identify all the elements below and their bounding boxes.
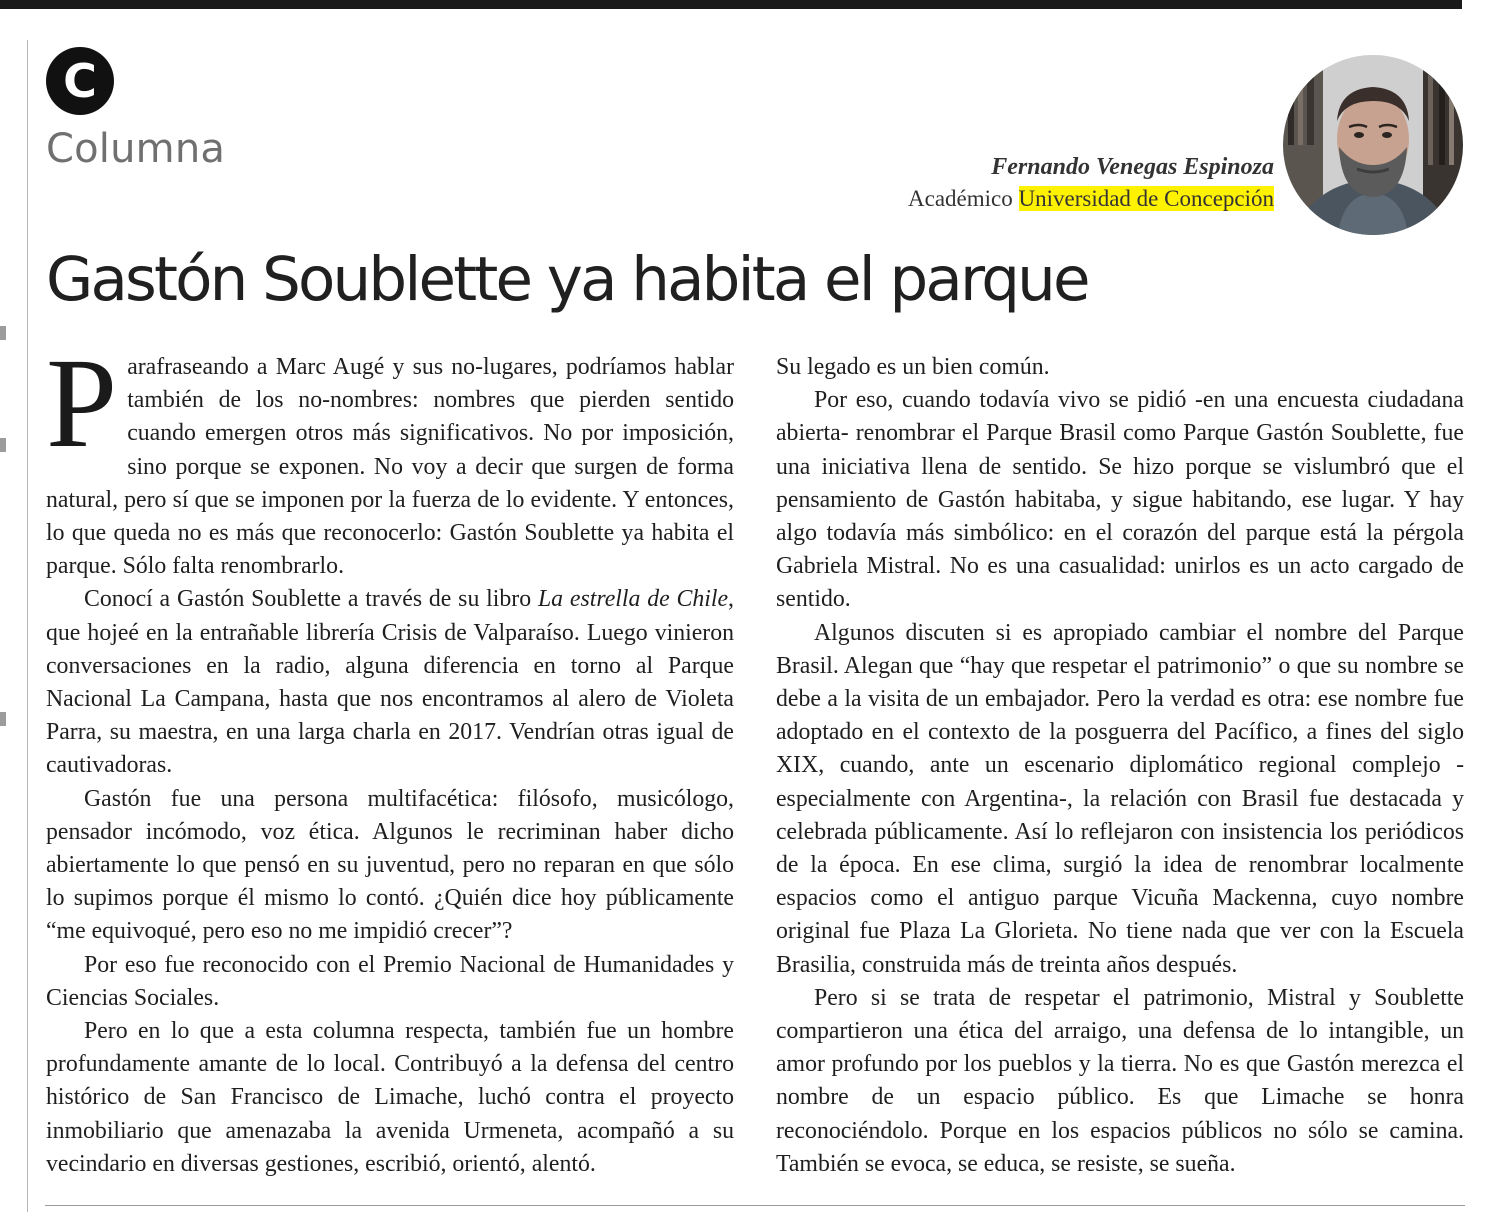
article-column-left — [46, 332, 734, 1181]
article-paragraph: Gastón fue una persona multifacética: filósofo, musicólogo, pensador incómodo, voz ética. Algunos le recriminan haber dicho abiertamente lo que pensó en su juventud, pero no reparan en que sólo lo supimos porque él mismo lo contó. ¿Quién dice hoy públicamente “me equivoqué, pero eso no me impidió crecer”? — [46, 785, 734, 945]
headline: Gastón Soublette ya habita el parque — [46, 244, 1088, 315]
top-rule — [0, 0, 1462, 9]
bottom-rule — [45, 1205, 1465, 1206]
adjacent-page-fragment — [0, 438, 6, 452]
paragraph-text: arafraseando a Marc Augé y sus no-lugares, podríamos hablar también de los no-nombres: nombres que pierden sentido cuando emergen otros más significativos. No por imposición, sino porque se exponen. No voy a decir que surgen de forma natural, pero sí que se imponen por la fuerza de lo evidente. Y entonces, lo que queda no es más que reconocerlo: Gastón Soublette ya habita el parque. Sólo falta renombrarlo. — [46, 354, 734, 580]
author-name: Fernando Venegas Espinoza — [991, 154, 1274, 180]
article-paragraph: Conocí a Gastón Soublette a través de su libro La estrella de Chile, que hojeé en la entrañable librería Crisis de Valparaíso. Luego vinieron conversaciones en la radio, alguna diferencia en torno al Parque Nacional La Campana, hasta que nos encontramos al alero de Violeta Parra, su maestra, en una larga charla en 2017. Vendrían otras igual de cautivadoras. — [46, 586, 734, 779]
author-role — [908, 186, 1274, 212]
article-paragraph — [46, 332, 734, 583]
book-title: La estrella de Chile — [537, 586, 729, 613]
adjacent-page-fragment — [0, 326, 6, 340]
author-affiliation-highlight: Universidad de Concepción — [1018, 186, 1274, 211]
column-divider-left — [27, 40, 28, 1212]
article-paragraph: Pero en lo que a esta columna respecta, también fue un hombre profundamente amante de lo local. Contribuyó a la defensa del centro histórico de San Francisco de Limache, luchó contra el proyecto inmobiliario que amenazaba la avenida Urmeneta, acompañó a su vecindario en diversas gestiones, escribió, orientó, alentó. — [46, 1018, 734, 1177]
author-photo — [1283, 55, 1463, 235]
section-badge: C — [46, 47, 114, 115]
author-role-prefix: Académico — [908, 186, 1019, 211]
article-paragraph: Algunos discuten si es apropiado cambiar el nombre del Parque Brasil. Alegan que “hay que respetar el patrimonio” o que su nombre se debe a la visita de un embajador. Pero la verdad es otra: ese nombre fue adoptado en el contexto de la posguerra del Pacífico, a fines del siglo XIX, cuando, ante un escenario diplomático regional complejo -especialmente con Argentina-, la relación con Brasil fue destacada y celebrada públicamente. Así lo reflejaron con insistencia los periódicos de la época. En ese clima, surgió la idea de renombrar localmente espacios como el antiguo parque Vicuña Mackenna, cuyo nombre original fue Plaza La Glorieta. No tiene nada que ver con la Escuela Brasilia, construida más de treinta años después. — [776, 619, 1464, 978]
article-paragraph: Por eso, cuando todavía vivo se pidió -en una encuesta ciudadana abierta- renombrar el Parque Brasil como Parque Gastón Soublette, fue una iniciativa llena de sentido. Se hizo porque se vislumbró que el pensamiento de Gastón habitaba, y sigue habitando, ese lugar. Y hay algo todavía más simbólico: en el corazón del parque está la pérgola Gabriela Mistral. No es una casualidad: unirlos es un acto cargado de sentido. — [776, 387, 1464, 613]
article-paragraph: Pero si se trata de respetar el patrimonio, Mistral y Soublette compartieron una ética del arraigo, una defensa de lo intangible, un amor profundo por los pueblos y la tierra. No es que Gastón merezca el nombre de un espacio público. Es que Limache se honra reconociéndolo. Porque en los espacios públicos no sólo se camina. También se evoca, se educa, se resiste, se sueña. — [776, 984, 1464, 1177]
section-label: Columna — [46, 126, 226, 172]
adjacent-page-fragment — [0, 712, 6, 726]
article-paragraph: Por eso fue reconocido con el Premio Nacional de Humanidades y Ciencias Sociales. — [46, 951, 734, 1011]
article-paragraph: Su legado es un bien común. — [776, 354, 1050, 380]
drop-cap: P — [46, 332, 118, 474]
article-column-right — [776, 351, 1464, 1181]
